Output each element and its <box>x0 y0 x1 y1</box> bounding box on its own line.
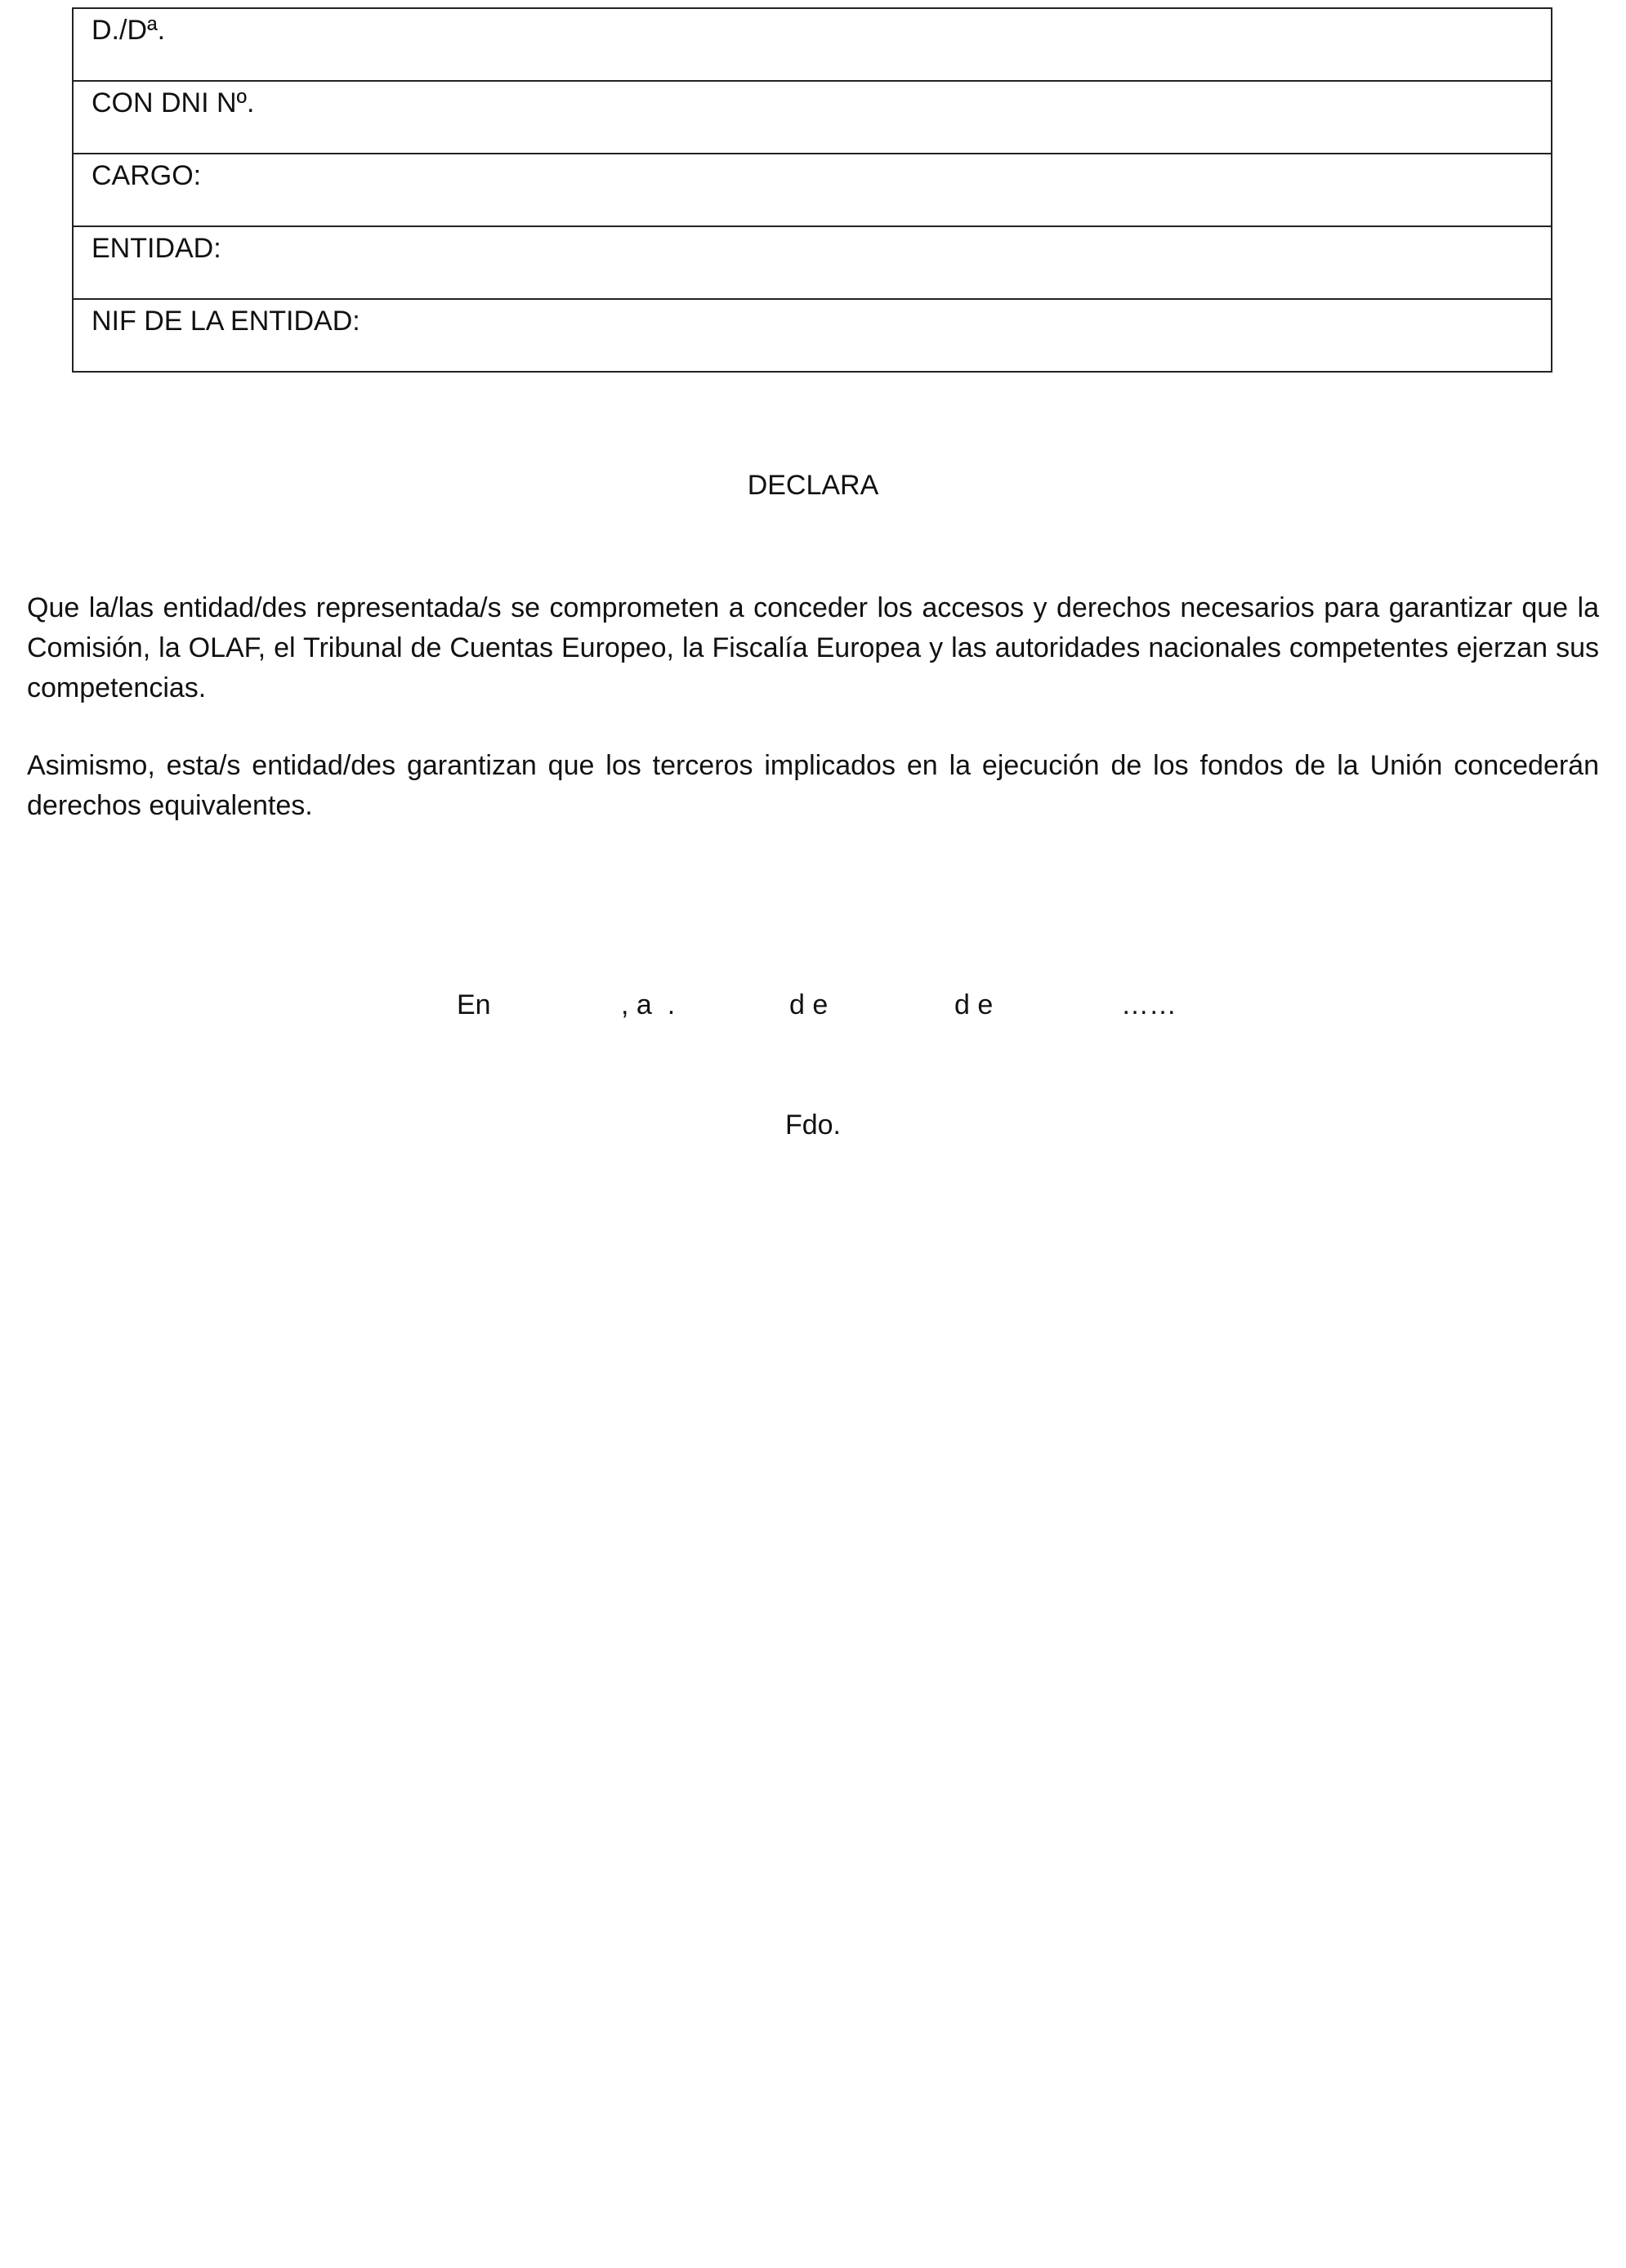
signature-label: Fdo. <box>784 1109 842 1141</box>
field-label-dni[interactable]: CON DNI Nº. <box>73 81 1552 154</box>
field-row-dni <box>73 81 1552 154</box>
date-year-ellipsis: …… <box>1121 989 1177 1020</box>
field-row-name <box>73 8 1552 81</box>
date-place-line <box>0 987 1626 1028</box>
identification-table <box>72 7 1552 373</box>
declaration-heading: DECLARA <box>747 470 879 501</box>
field-label-name[interactable]: D./Dª. <box>73 8 1552 81</box>
field-label-cargo[interactable]: CARGO: <box>73 154 1552 226</box>
field-label-entidad[interactable]: ENTIDAD: <box>73 226 1552 299</box>
field-label-nif[interactable]: NIF DE LA ENTIDAD: <box>73 299 1552 372</box>
date-year-de: d e <box>954 989 994 1020</box>
field-row-nif <box>73 299 1552 372</box>
declaration-paragraph-2: Asimismo, esta/s entidad/des garantizan que los terceros implicados en la ejecución de los fondos de la Unión concederán derechos equivalentes. <box>27 750 1599 821</box>
date-month-de: d e <box>789 989 829 1020</box>
date-day-separator: , a . <box>621 989 676 1020</box>
field-row-entidad <box>73 226 1552 299</box>
date-place-label: En <box>457 989 491 1020</box>
declaration-paragraph-1: Que la/las entidad/des representada/s se comprometen a conceder los accesos y derechos necesarios para garantizar que la Comisión, la OLAF, el Tribunal de Cuentas Europeo, la Fiscalía Europea y las autoridades nacionales competentes ejerzan sus competencias. <box>27 592 1599 703</box>
field-row-cargo <box>73 154 1552 226</box>
